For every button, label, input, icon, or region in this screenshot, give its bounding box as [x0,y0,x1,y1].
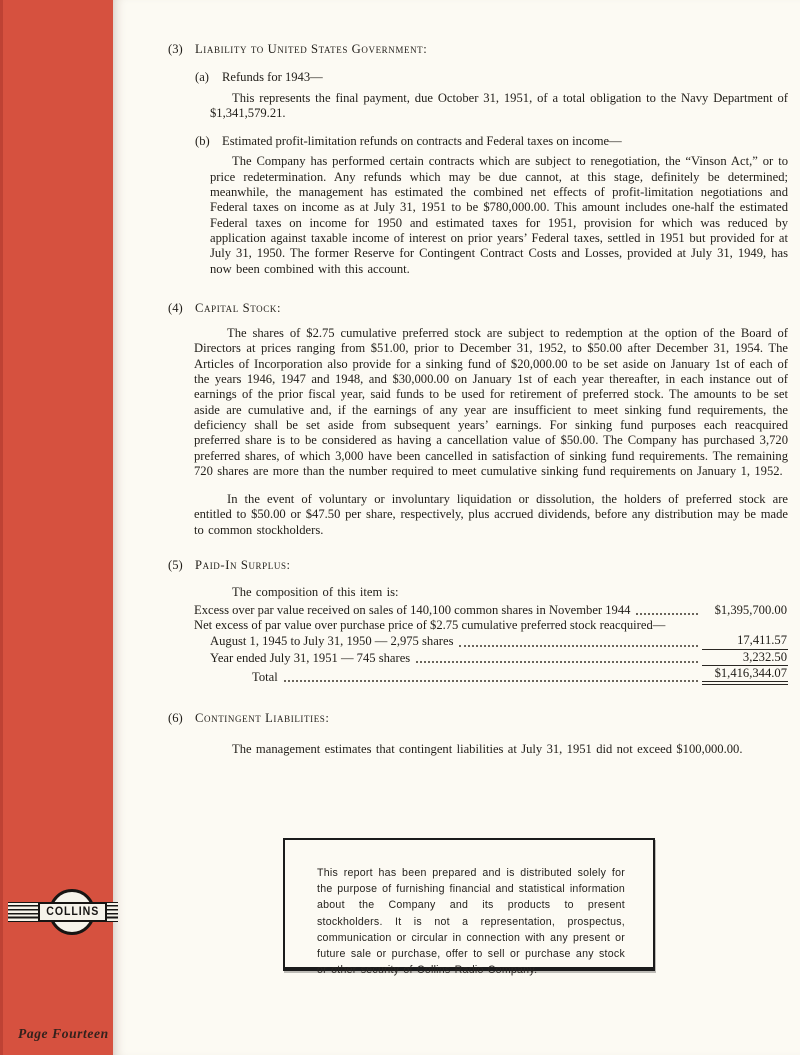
row-label: Excess over par value received on sales of 140,100 common shares in November 1944 [194,602,631,617]
logo-band [8,902,118,922]
surplus-table [168,603,788,685]
dot-leader [416,661,698,663]
section-heading [168,301,788,316]
section-heading [168,558,788,573]
row-label: Total [252,669,278,684]
subitem-b-title: Estimated profit-limitation refunds on contracts and Federal taxes on income— [222,134,622,149]
collins-logo [8,889,118,935]
row-amount: $1,416,344.07 [702,666,788,685]
logo-namebox [38,902,107,922]
section-number: (3) [168,42,183,56]
capital-stock-paragraph-1: The shares of $2.75 cumulative preferred stock are subject to redemption at the option of the Board of Directors at prices ranging from $51.00, prior to December 31, 1952, to $50.00 after December 31, 1954. The Articles of Incorporation also provide for a sinking fund of $20,000.00 to be set aside on January 1st of each of the years 1946, 1947 and 1948, and $30,000.00 on January 1st of each year thereafter, in each instance out of earnings of the prior fiscal year, said funds to be used for retirement of preferred stock. The amounts to be set aside are cumulative and, if the earnings of any year are insufficient to meet sinking fund requirements, the deficiency shall be set aside from subsequent years’ earnings. For sinking fund purposes each reacquired preferred share is to be considered as having a cancellation value of $50.00. The Company has purchased 3,720 preferred shares, of which 3,000 have been cancelled in satisfaction of sinking fund requirements. The remaining 720 shares are more than the number required to meet cumulative sinking fund requirements on January 1, 1952. [194,326,788,478]
subitem-a-body: This represents the final payment, due October 31, 1951, of a total obligation to the Navy Department of $1,341,579.21. [210,90,788,120]
section-number: (6) [168,711,183,726]
subitem-a-heading [195,70,788,85]
subitem-b-body: The Company has performed certain contracts which are subject to renegotiation, the “Vinson Act,” or to price redetermination. Any refunds which may be due cannot, at this stage, definitely be determined; meanwhile, the management has estimated the combined net effects of profit-limitation negotiations and Federal taxes on income as at July 31, 1951 to be $780,000.00. This amount includes one-half the estimated Federal taxes on income for 1950 and estimated taxes for 1951, provision for which was reduced by application against taxable income of interest on prior years’ Federal taxes, settled in 1951 but provided for at July 31, 1950. The former Reserve for Contingent Contract Costs and Losses, provided at July 31, 1949, has now been combined with this account. [210,154,788,276]
section-title: Paid-In Surplus: [195,558,291,573]
section-number: (4) [168,300,183,315]
subitem-b-label: (b) [195,134,210,149]
row-amount: $1,395,700.00 [714,602,787,617]
dot-leader [459,645,698,647]
section-heading [168,711,788,726]
table-row [210,633,788,649]
contingent-liabilities-body: The management estimates that contingent liabilities at July 31, 1951 did not exceed $100,000.00. [232,742,743,757]
section-liability [168,42,788,277]
table-row [194,603,788,618]
speed-lines-icon [8,905,38,920]
section-number: (5) [168,558,183,573]
section-capital-stock [168,301,788,538]
subitem-b-heading [195,134,788,149]
row-label: Year ended July 31, 1951 — 745 shares [210,650,411,665]
logo-text: COLLINS [45,906,99,918]
table-row [210,650,788,666]
row-label: Net excess of par value over purchase price of $2.75 cumulative preferred stock reacquired— [194,617,666,632]
section-title: Capital Stock: [195,300,282,315]
surplus-intro: The composition of this item is: [232,585,399,600]
section-heading [168,42,788,57]
dot-leader [284,680,698,682]
subitem-a-label: (a) [195,70,209,85]
disclaimer-text: This report has been prepared and is distributed solely for the purpose of furnishing financial and statistical information about the Company and its products to present stockholders. It is not a representation, prospectus, communication or circular in connection with any present or future sale or purchase, offer to sell or purchase any stock or other security of Collins Radio Company. [317,867,625,977]
row-amount: 3,232.50 [702,650,788,666]
capital-stock-paragraph-2: In the event of voluntary or involuntary liquidation or dissolution, the holders of preferred stock are entitled to $50.00 or $47.50 per share, respectively, plus accrued dividends, before any distribution may be made to common stockholders. [194,492,788,537]
section-contingent-liabilities [168,711,788,758]
page-content [168,42,788,758]
section-paid-in-surplus [168,558,788,685]
section-title: Liability to United States Government: [195,42,428,56]
table-row-total [252,666,788,685]
page-number-label: Page Fourteen [18,1026,109,1041]
row-amount: 17,411.57 [702,633,788,649]
dot-leader [636,613,698,615]
section-title: Contingent Liabilities: [195,711,330,726]
row-label: August 1, 1945 to July 31, 1950 — 2,975 shares [210,634,454,649]
subitem-a-title: Refunds for 1943— [222,70,323,85]
table-row [194,618,788,633]
disclaimer-box [283,838,655,977]
speed-lines-icon [107,905,118,920]
